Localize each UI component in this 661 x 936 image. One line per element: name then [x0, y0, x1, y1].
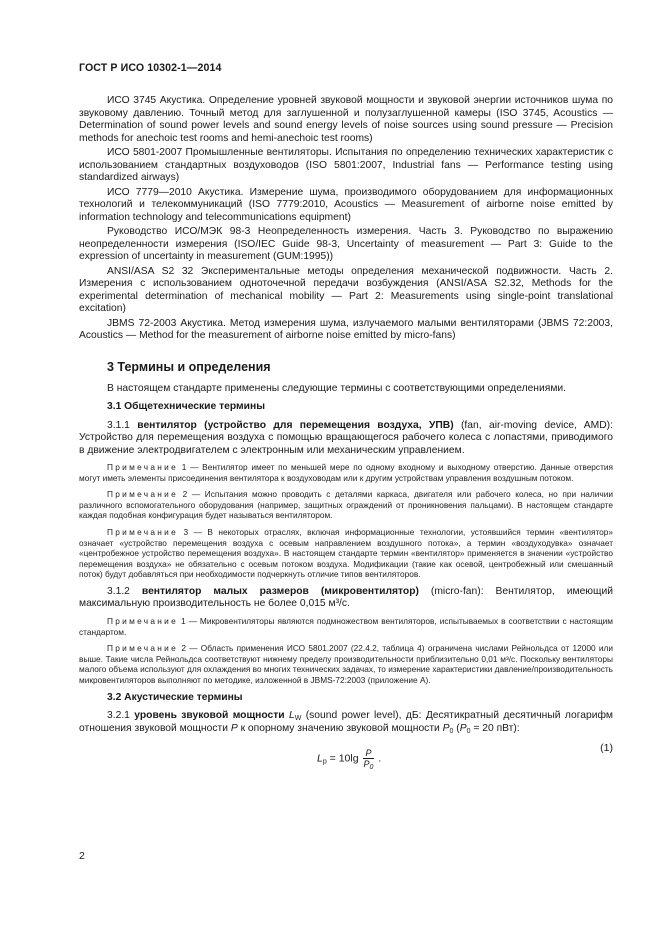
term-fan [79, 420, 613, 458]
subheading-general-terms: 3.1 Общетехнические термины [107, 401, 265, 412]
note-micro-fan-1 [79, 616, 613, 637]
term-definition-part-2: к опорному значению звуковой мощности [237, 722, 443, 734]
reference-iso-5801: ИСО 5801-2007 Промышленные вентиляторы. Испытания по определению технических характеристик с использованием стандартных воздуховодов (ISO 5801:2007, Industrial fans — Performance testing using standardized airways) [79, 147, 613, 183]
term-definition: (micro-fan): Вентилятор, имеющий максимальную производительность не более 0,015 м³/с. [79, 585, 613, 610]
note-text: 2 — Область применения ИСО 5801.2007 (22.4.2, таблица 4) ограничена числами Рейнольдса от 12000 или выше. Такие числа Рейнольдса соответствуют нижнему пределу производительности приблизительно 0,01 м³/с. Поскольку вентиляторы малого объема используют для охлаждения во многих технических задачах, то измерение характеристики давление/производительность микровентиляторов выполняют по методике, изложенной в JBMS-72:2003 (приложение А). [79, 643, 614, 685]
page-body [79, 95, 613, 776]
note-text: 2 — Испытания можно проводить с деталями каркаса, двигателя или рабочего колеса, но при наличии различного вспомогательного оборудования (например, защитных ограждений от проникновения пальцами). В настоящем стандарте каждая подобная конфигурация будет называться вентилятором. [79, 489, 613, 521]
formula-1 [317, 748, 381, 769]
reference-iso-7779: ИСО 7779—2010 Акустика. Измерение шума, производимого оборудованием для информационных технологий и телекоммуникаций (ISO 7779:2010, Acoustics — Measurement of airborne noise emitted by information technology and telecommunications equipment) [79, 186, 613, 223]
term-definition-part-1: (sound power level), дБ: Десятикратный десятичный логарифм отношения звуковой мощности [79, 710, 613, 734]
document-header: ГОСТ Р ИСО 10302-1—2014 [79, 62, 222, 74]
note-text: 3 — В некоторых отраслях, включая информационные технологии, устоявшийся термин «вентилятор» означает «устройство перемещения воздуха с осевым направлением воздушного потока», а термин «воздуходувка» означает «центробежное устройство перемещения воздуха». В настоящем стандарте термин «вентилятор» применяется в значении «устройство перемещения воздуха» не обязательно с осевым потоком воздуха. Модификации (такие как осевой, центробежный или смешанный поток) будут добавляться при необходимости подчеркнуть отличие типов вентиляторов. [79, 526, 613, 580]
term-name: уровень звуковой мощности [134, 710, 285, 721]
note-fan-1 [79, 462, 613, 483]
section-heading-terms: 3 Термины и определения [107, 359, 271, 374]
symbol-l: L [289, 710, 295, 721]
note-label: Примечание [107, 615, 179, 626]
reference-ansi-asa-s2-32: ANSI/ASA S2 32 Экспериментальные методы определения механической подвижности. Часть 2. Измерения с использованием одноточечной передачи возбуждения (ANSI/ASA S2.32, Methods for the experimental determination of mechanical mobility — Part 2: Measurements using single-point translational excitation) [79, 265, 613, 314]
symbol-subscript-w: W [294, 715, 302, 722]
note-text: 1 — Микровентиляторы являются подмножеством вентиляторов, испытываемых в соответствии с настоящим стандартом. [79, 615, 613, 637]
note-fan-2 [79, 489, 613, 521]
formula-row [79, 740, 613, 776]
term-number: 3.2.1 [107, 710, 130, 721]
note-label: Примечание [107, 462, 179, 472]
note-label: Примечание [107, 489, 179, 500]
fraction-denominator [363, 759, 375, 769]
reference-iso-iec-guide-98-3: Руководство ИСО/МЭК 98-3 Неопределенность измерения. Часть 3. Руководство по выражению неопределенности измерения (ISO/IEC Guide 98-3, Uncertainty of measurement — Part 3: Guide to the expression of uncertainty in measurement (GUM:1995)) [79, 226, 613, 262]
note-label: Примечание [107, 643, 179, 654]
symbol-p0-subscript: 0 [449, 727, 454, 735]
fraction-numerator: P [363, 748, 375, 759]
note-fan-3 [79, 527, 613, 580]
page-number: 2 [79, 850, 85, 862]
note-text: 1 — Вентилятор имеет по меньшей мере по одному входному и выходному отверстию. Данные отверстия могут иметь элементы присоединения вентилятора к воздуховодам или к другим устройствам управления воздушным потоком. [79, 462, 613, 483]
note-label: Примечание [107, 526, 179, 537]
formula-fraction [363, 748, 375, 769]
formula-tail: . [375, 752, 382, 765]
denominator-subscript: 0 [369, 764, 374, 771]
symbol-p0-inline-subscript: 0 [466, 727, 471, 735]
formula-number: (1) [600, 742, 613, 754]
term-definition-part-3: ( [453, 722, 460, 734]
symbol-p0: P [442, 722, 450, 734]
symbol-p0-inline: P [459, 722, 467, 734]
term-definition: (fan, air-moving device, AMD): Устройство для перемещения воздуха с помощью вращающегося рабочего колеса с лопастями, приводимого в движение электродвигателем с электронным или механическим управлением. [79, 419, 613, 456]
formula-lhs: L [317, 752, 323, 765]
reference-iso-3745: ИСО 3745 Акустика. Определение уровней звуковой мощности и звуковой энергии источников шума по звуковому давлению. Точный метод для заглушенной и полузаглушенной камеры (ISO 3745, Acoustics — Determination of sound power levels and sound energy levels of noise sources using sound pressure — Precision methods for anechoic test rooms and hemi-anechoic test rooms) [79, 95, 613, 144]
term-number: 3.1.1 [107, 419, 130, 431]
formula-lhs-subscript: p [322, 758, 327, 766]
denominator-symbol: P [363, 759, 370, 769]
term-number: 3.1.2 [107, 585, 130, 597]
term-name: вентилятор (устройство для перемещения воздуха, УПВ) [137, 419, 454, 431]
symbol-p: P [230, 722, 238, 734]
subheading-acoustic-terms: 3.2 Акустические термины [107, 691, 243, 703]
section-intro: В настоящем стандарте применены следующие термины с соответствующими определениями. [107, 382, 567, 394]
formula-equals: = 10lg [326, 752, 362, 765]
reference-value: = 20 пВт): [470, 722, 520, 734]
note-micro-fan-2 [79, 643, 613, 685]
term-name: вентилятор малых размеров (микровентилятор) [141, 585, 419, 597]
term-sound-power-level [79, 710, 613, 735]
reference-jbms-72: JBMS 72-2003 Акустика. Метод измерения шума, излучаемого малыми вентиляторами (JBMS 72:2003, Acoustics — Method for the measurement of airborne noise emitted by micro-fans) [79, 317, 613, 341]
term-micro-fan [79, 586, 613, 611]
